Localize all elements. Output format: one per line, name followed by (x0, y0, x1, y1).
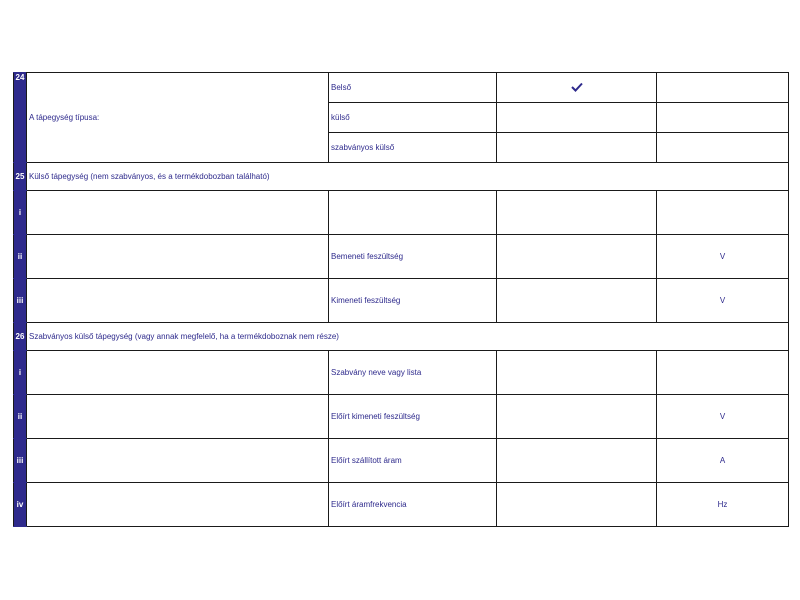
table-row (14, 279, 789, 323)
section-number: 25 (14, 163, 27, 191)
row-value-cell[interactable] (497, 439, 657, 483)
row-blank-cell (27, 351, 329, 395)
row-index: iii (14, 439, 27, 483)
row-label: Kimeneti feszültség (329, 279, 497, 323)
option-extra-cell[interactable] (657, 73, 789, 103)
option-label: szabványos külső (329, 133, 497, 163)
row-index: ii (14, 235, 27, 279)
row-label: Bemeneti feszültség (329, 235, 497, 279)
row-value-cell[interactable] (497, 351, 657, 395)
row-blank-cell (27, 395, 329, 439)
section-25-header (14, 163, 789, 191)
table-row (14, 395, 789, 439)
row-index: i (14, 191, 27, 235)
row-index: ii (14, 395, 27, 439)
option-check-cell[interactable] (497, 133, 657, 163)
row-index: iii (14, 279, 27, 323)
row-unit (657, 191, 789, 235)
row-index: i (14, 351, 27, 395)
checkmark-icon (571, 82, 583, 92)
row-value-cell[interactable] (497, 483, 657, 527)
section-title: Külső tápegység (nem szabványos, és a termékdobozban található) (27, 163, 789, 191)
row-unit: Hz (657, 483, 789, 527)
table-row (14, 351, 789, 395)
power-supply-form-table (13, 72, 789, 527)
option-extra-cell[interactable] (657, 133, 789, 163)
option-check-cell[interactable] (497, 103, 657, 133)
row-blank-cell (27, 483, 329, 527)
supply-type-label: A tápegység típusa: (27, 73, 329, 163)
row-label: Előírt szállított áram (329, 439, 497, 483)
row-unit: A (657, 439, 789, 483)
table-row (14, 439, 789, 483)
row-label: Előírt áramfrekvencia (329, 483, 497, 527)
section-number: 24 (14, 73, 27, 163)
row-index: iv (14, 483, 27, 527)
row-blank-cell (27, 235, 329, 279)
section-number: 26 (14, 323, 27, 351)
table-row (14, 483, 789, 527)
option-check-cell[interactable] (497, 73, 657, 103)
option-label: Belső (329, 73, 497, 103)
row-unit: V (657, 395, 789, 439)
row-unit (657, 351, 789, 395)
option-label: külső (329, 103, 497, 133)
row-value-cell[interactable] (497, 395, 657, 439)
row-blank-cell (27, 191, 329, 235)
row-value-cell[interactable] (497, 279, 657, 323)
row-unit: V (657, 279, 789, 323)
row-value-cell[interactable] (497, 191, 657, 235)
row-label: Szabvány neve vagy lista (329, 351, 497, 395)
option-extra-cell[interactable] (657, 103, 789, 133)
table-row (14, 235, 789, 279)
row-value-cell[interactable] (497, 235, 657, 279)
section-title: Szabványos külső tápegység (vagy annak megfelelő, ha a termékdoboznak nem része) (27, 323, 789, 351)
row-label: Előírt kimeneti feszültség (329, 395, 497, 439)
section-26-header (14, 323, 789, 351)
row-blank-cell (27, 439, 329, 483)
row-unit: V (657, 235, 789, 279)
table-row (14, 191, 789, 235)
row-blank-cell (27, 279, 329, 323)
section-24-row-1 (14, 73, 789, 103)
row-label (329, 191, 497, 235)
